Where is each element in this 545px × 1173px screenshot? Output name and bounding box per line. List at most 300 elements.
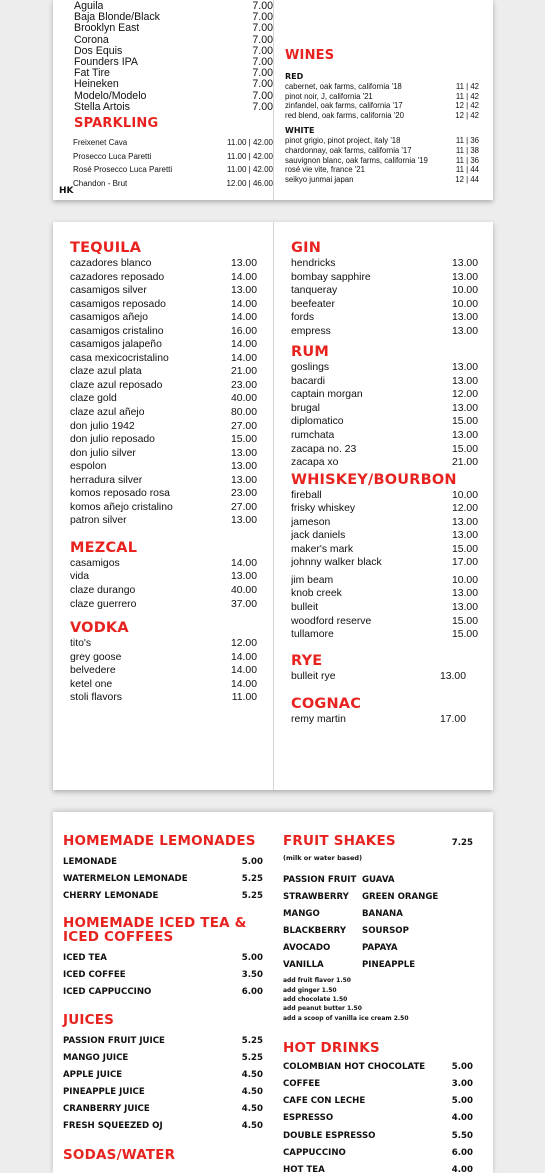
item-name: seikyo junmai japan: [285, 174, 354, 184]
item-name: casamigos añejo: [70, 312, 148, 324]
menu-item: [70, 637, 257, 651]
menu-item: [70, 433, 257, 447]
shake-flavor: BANANA: [362, 909, 403, 920]
menu-item: [291, 443, 478, 457]
menu-item: [70, 257, 257, 271]
item-name: bacardi: [291, 375, 326, 387]
item-name: claze azul reposado: [70, 379, 163, 391]
item-price: 17.00: [451, 557, 478, 569]
menu-item: [291, 713, 466, 727]
sodas-heading: SODAS/WATER: [63, 1147, 176, 1164]
item-price: 4.50: [241, 1086, 263, 1097]
item-name: ketel one: [70, 678, 113, 690]
menu-item: [283, 1145, 473, 1162]
item-name: PINEAPPLE JUICE: [63, 1086, 145, 1097]
shake-flavor: PINEAPPLE: [362, 960, 416, 971]
item-name: CAFE CON LECHE: [283, 1096, 366, 1107]
item-price: 13.00: [451, 375, 478, 387]
item-price: 15.00: [451, 629, 478, 641]
item-price: 12.00: [230, 638, 257, 650]
menu-item: [53, 177, 273, 191]
item-price: 4.50: [241, 1121, 263, 1132]
item-name: don julio silver: [70, 447, 136, 459]
menu-item: [53, 91, 273, 102]
item-name: frisky whiskey: [291, 503, 356, 515]
item-name: pinot grigio, pinot project, italy '18: [285, 136, 401, 146]
menu-page-beer-wine: [53, 0, 493, 200]
shake-flavor: PAPAYA: [362, 943, 398, 954]
gin-list: [291, 257, 478, 338]
item-price: 7.00: [252, 33, 273, 46]
menu-item: [70, 406, 257, 420]
menu-item: [285, 92, 479, 102]
shakes-header: [283, 834, 473, 852]
menu-item: [70, 284, 257, 298]
item-name: zacapa xo: [291, 457, 339, 469]
item-name: CHERRY LEMONADE: [63, 891, 159, 902]
menu-item: [291, 388, 478, 402]
menu-item: [291, 615, 478, 629]
tequila-list: [70, 257, 257, 528]
item-name: casamigos jalapeño: [70, 339, 162, 351]
item-price: 16.00: [230, 325, 257, 337]
sparkling-list: [53, 136, 273, 190]
item-price: 5.50: [451, 1130, 473, 1141]
item-price: 11 | 42: [455, 91, 479, 101]
item-price: 11 | 38: [455, 145, 479, 155]
item-price: 7.00: [252, 0, 273, 12]
item-name: Heineken: [74, 79, 119, 91]
icedtea-heading-line1: HOMEMADE ICED TEA &: [63, 915, 247, 932]
item-price: 13.00: [451, 271, 478, 283]
menu-item: [70, 460, 257, 474]
menu-item: [70, 298, 257, 312]
item-name: belvedere: [70, 665, 116, 677]
cognac-list: [291, 713, 478, 727]
item-price: 14.00: [230, 312, 257, 324]
menu-item: [53, 23, 273, 34]
item-price: 14.00: [230, 271, 257, 283]
item-price: 13.00: [230, 474, 257, 486]
menu-item: [285, 111, 479, 121]
menu-item: [63, 950, 263, 967]
item-name: Corona: [74, 34, 109, 46]
menu-item: [53, 102, 273, 113]
item-price: 40.00: [230, 393, 257, 405]
vodka-list: [70, 637, 257, 705]
item-name: tullamore: [291, 629, 334, 641]
wines-heading: WINES: [285, 48, 335, 63]
menu-item: [291, 601, 478, 615]
beer-sparkling-column: [53, 1, 273, 190]
item-price: 14.00: [230, 339, 257, 351]
item-price: 14.00: [230, 665, 257, 677]
menu-item: [291, 456, 478, 470]
shakes-price: 7.25: [451, 838, 473, 848]
item-price: 7.00: [252, 44, 273, 57]
item-name: claze gold: [70, 393, 117, 405]
item-name: johnny walker black: [291, 557, 382, 569]
item-price: 13.00: [230, 515, 257, 527]
item-price: 14.00: [230, 298, 257, 310]
item-price: 80.00: [230, 407, 257, 419]
item-name: casa mexicocristalino: [70, 352, 169, 364]
shake-flavor: PASSION FRUIT: [283, 875, 357, 886]
menu-item: [291, 402, 478, 416]
menu-item: [283, 1076, 473, 1093]
item-price: 14.00: [230, 557, 257, 569]
menu-item: [70, 420, 257, 434]
red-subheading: RED: [285, 72, 304, 81]
shakes-flavor-grid: [283, 872, 473, 974]
mezcal-heading: MEZCAL: [70, 539, 138, 556]
icedtea-list: [63, 950, 263, 1001]
item-name: rumchata: [291, 430, 335, 442]
item-price: 13.00: [230, 285, 257, 297]
menu-item: [283, 1059, 473, 1076]
item-price: 12.00: [451, 389, 478, 401]
shake-flavor: MANGO: [283, 909, 320, 920]
item-price: 37.00: [230, 598, 257, 610]
menu-item: [70, 678, 257, 692]
item-name: ICED COFFEE: [63, 970, 126, 981]
item-name: Prosecco Luca Paretti: [73, 151, 152, 161]
item-name: ESPRESSO: [283, 1113, 334, 1124]
item-name: Fat Tire: [74, 68, 110, 80]
item-price: 13.00: [451, 312, 478, 324]
menu-item: [70, 365, 257, 379]
item-name: sauvignon blanc, oak farms, california '19: [285, 155, 428, 165]
menu-item: [291, 670, 466, 684]
item-name: komos añejo cristalino: [70, 501, 173, 513]
item-price: 12.00: [451, 503, 478, 515]
vodka-heading: VODKA: [70, 620, 129, 637]
menu-item: [53, 46, 273, 57]
menu-item: [291, 556, 478, 570]
item-price: 5.00: [241, 953, 263, 964]
white-wine-list: [285, 136, 479, 184]
menu-item: [63, 1084, 263, 1101]
item-name: LEMONADE: [63, 857, 118, 867]
item-name: jameson: [291, 516, 331, 528]
shake-addon: add a scoop of vanilla ice cream 2.50: [283, 1014, 409, 1022]
white-subheading: WHITE: [285, 126, 315, 136]
item-price: 17.00: [439, 714, 466, 726]
menu-item: [291, 361, 478, 375]
item-price: 4.00: [451, 1113, 473, 1124]
item-name: vida: [70, 571, 90, 583]
item-name: remy martin: [291, 714, 346, 726]
menu-item: [291, 311, 478, 325]
column-divider: [273, 0, 274, 200]
menu-item: [53, 12, 273, 23]
drinks-right-column: [283, 834, 473, 1173]
item-name: APPLE JUICE: [63, 1069, 123, 1080]
menu-item: [70, 514, 257, 528]
item-name: goslings: [291, 362, 330, 374]
item-price: 27.00: [230, 501, 257, 513]
menu-item: [291, 502, 478, 516]
shakes-addons: [283, 976, 473, 1023]
menu-item: [70, 311, 257, 325]
item-name: maker's mark: [291, 543, 354, 555]
item-name: beefeater: [291, 298, 335, 310]
menu-item: [291, 284, 478, 298]
menu-item: [53, 136, 273, 150]
item-price: 7.00: [252, 78, 273, 91]
item-price: 3.00: [451, 1079, 473, 1090]
item-price: 13.00: [230, 258, 257, 269]
menu-item: [70, 338, 257, 352]
whiskey-list-b: [291, 574, 478, 642]
lemonades-heading: HOMEMADE LEMONADES: [63, 833, 256, 849]
item-name: captain morgan: [291, 389, 363, 401]
shake-flavor: GUAVA: [362, 875, 395, 886]
menu-page-non-alcoholic: [53, 812, 493, 1173]
item-price: 11 | 36: [455, 136, 479, 146]
item-price: 7.00: [252, 22, 273, 35]
menu-item: [70, 392, 257, 406]
item-name: Dos Equis: [74, 45, 123, 57]
item-name: Baja Blonde/Black: [74, 12, 160, 24]
menu-item: [70, 325, 257, 339]
menu-item: [291, 375, 478, 389]
item-name: Freixenet Cava: [73, 138, 128, 148]
item-price: 4.50: [241, 1103, 263, 1114]
item-name: COFFEE: [283, 1079, 321, 1090]
item-name: jim beam: [291, 574, 334, 586]
menu-item: [63, 1050, 263, 1067]
item-price: 11.00 | 42.00: [227, 151, 273, 161]
menu-item: [53, 79, 273, 90]
tequila-heading: TEQUILA: [70, 240, 142, 256]
menu-item: [291, 271, 478, 285]
menu-item: [63, 888, 263, 905]
item-name: brugal: [291, 402, 320, 414]
menu-item: [285, 165, 479, 175]
sparkling-heading: SPARKLING: [74, 116, 159, 132]
rum-heading: RUM: [291, 344, 329, 361]
menu-item: [291, 325, 478, 339]
menu-item: [53, 150, 273, 164]
menu-item: [70, 487, 257, 501]
item-price: 7.00: [252, 89, 273, 102]
item-price: 15.00: [451, 416, 478, 428]
shakes-note: (milk or water based): [283, 854, 363, 863]
item-price: 10.00: [451, 489, 478, 501]
menu-item: [70, 271, 257, 285]
item-name: casamigos silver: [70, 285, 147, 297]
menu-item: [291, 516, 478, 530]
menu-item: [283, 1110, 473, 1127]
lemonades-list: [63, 854, 263, 905]
item-price: 4.50: [241, 1069, 263, 1080]
menu-item: [63, 1067, 263, 1084]
menu-item: [291, 543, 478, 557]
menu-item: [291, 574, 478, 588]
spirits-left-column: [70, 239, 257, 705]
juices-list: [63, 1033, 263, 1136]
item-price: 13.00: [451, 516, 478, 528]
juices-heading: JUICES: [63, 1011, 115, 1028]
shake-flavor: STRAWBERRY: [283, 892, 349, 903]
menu-item: [53, 57, 273, 68]
menu-item: [291, 587, 478, 601]
item-name: claze azul añejo: [70, 407, 145, 419]
column-divider: [273, 222, 274, 790]
item-price: 12 | 42: [455, 101, 479, 111]
item-name: Modelo/Modelo: [74, 90, 147, 102]
menu-item: [53, 68, 273, 79]
menu-item: [285, 156, 479, 166]
item-price: 13.00: [451, 402, 478, 414]
item-price: 13.00: [451, 362, 478, 374]
item-name: HOT TEA: [283, 1164, 325, 1173]
mezcal-list: [70, 557, 257, 611]
menu-item: [63, 1101, 263, 1118]
item-price: 21.00: [230, 366, 257, 378]
item-name: claze durango: [70, 585, 136, 597]
item-price: 13.00: [451, 325, 478, 337]
cognac-heading: COGNAC: [291, 696, 362, 713]
menu-item: [70, 557, 257, 571]
hot-drinks-list: [283, 1059, 473, 1173]
shake-addon: add ginger 1.50: [283, 986, 337, 994]
menu-item: [285, 175, 479, 185]
beer-list: [53, 1, 273, 113]
item-price: 12 | 42: [455, 110, 479, 120]
item-name: Founders IPA: [74, 57, 138, 69]
menu-item: [291, 429, 478, 443]
menu-item: [291, 529, 478, 543]
item-name: cazadores blanco: [70, 258, 152, 269]
item-price: 13.00: [230, 447, 257, 459]
item-price: 7.00: [252, 67, 273, 80]
item-price: 15.00: [451, 443, 478, 455]
item-name: PASSION FRUIT JUICE: [63, 1035, 165, 1046]
item-price: 7.00: [252, 100, 273, 113]
drinks-left-column: [63, 834, 263, 1162]
item-name: rosé vie vite, france '21: [285, 165, 365, 175]
item-name: chardonnay, oak farms, california '17: [285, 145, 412, 155]
item-price: 11 | 44: [455, 165, 479, 175]
shakes-heading: FRUIT SHAKES: [283, 833, 396, 849]
hot-drinks-heading: HOT DRINKS: [283, 1040, 380, 1057]
item-name: ICED CAPPUCCINO: [63, 987, 152, 998]
item-name: don julio 1942: [70, 420, 135, 432]
gin-heading: GIN: [291, 240, 322, 256]
item-price: 15.00: [451, 615, 478, 627]
wines-column: [285, 48, 479, 184]
item-price: 4.00: [451, 1164, 473, 1173]
item-name: ICED TEA: [63, 953, 107, 964]
menu-item: [285, 146, 479, 156]
spirits-right-column: [291, 239, 478, 727]
item-name: knob creek: [291, 588, 342, 600]
item-price: 14.00: [230, 678, 257, 690]
item-price: 12.00 | 46.00: [226, 178, 273, 188]
menu-item: [70, 570, 257, 584]
item-price: 11.00 | 42.00: [227, 138, 273, 148]
menu-page-spirits: [53, 222, 493, 790]
item-name: Brooklyn East: [74, 23, 140, 35]
item-price: 14.00: [230, 352, 257, 364]
rye-list: [291, 670, 478, 684]
item-name: Chandon - Brut: [73, 178, 128, 188]
whiskey-heading: WHISKEY/BOURBON: [291, 471, 457, 488]
menu-item: [63, 854, 263, 871]
item-price: 11.00 | 42.00: [227, 165, 273, 175]
item-price: 23.00: [230, 488, 257, 500]
item-name: diplomatico: [291, 416, 344, 428]
item-name: FRESH SQUEEZED OJ: [63, 1121, 163, 1132]
item-name: zinfandel, oak farms, california '17: [285, 101, 403, 111]
item-price: 13.00: [230, 461, 257, 473]
menu-item: [63, 1118, 263, 1135]
item-price: 13.00: [451, 430, 478, 442]
menu-item: [53, 1, 273, 12]
item-name: MANGO JUICE: [63, 1052, 129, 1063]
menu-item: [70, 474, 257, 488]
item-name: tanqueray: [291, 285, 338, 297]
shake-flavor: GREEN ORANGE: [362, 892, 439, 903]
item-price: 5.25: [241, 1035, 263, 1046]
item-price: 5.25: [241, 891, 263, 902]
menu-item: [70, 352, 257, 366]
item-name: COLOMBIAN HOT CHOCOLATE: [283, 1062, 426, 1073]
item-name: bulleit rye: [291, 670, 336, 682]
menu-item: [285, 136, 479, 146]
item-name: herradura silver: [70, 474, 143, 486]
item-name: red blend, oak farms, california '20: [285, 110, 404, 120]
item-name: DOUBLE ESPRESSO: [283, 1130, 376, 1141]
item-price: 10.00: [451, 298, 478, 310]
item-price: 13.00: [451, 602, 478, 614]
item-name: zacapa no. 23: [291, 443, 357, 455]
item-name: pinot noir, J, california '21: [285, 91, 373, 101]
item-name: WATERMELON LEMONADE: [63, 874, 188, 885]
item-price: 3.50: [241, 970, 263, 981]
item-name: claze guerrero: [70, 598, 137, 610]
item-name: casamigos reposado: [70, 298, 166, 310]
item-name: cabernet, oak farms, california '18: [285, 82, 402, 91]
item-price: 15.00: [451, 543, 478, 555]
item-price: 5.25: [241, 1052, 263, 1063]
item-price: 15.00: [230, 434, 257, 446]
item-name: espolon: [70, 461, 107, 473]
item-price: 11 | 42: [455, 82, 479, 91]
item-name: don julio reposado: [70, 434, 155, 446]
item-name: Rosé Prosecco Luca Paretti: [73, 165, 173, 175]
menu-item: [53, 35, 273, 46]
item-price: 11 | 36: [455, 155, 479, 165]
shake-flavor: BLACKBERRY: [283, 926, 347, 937]
item-price: 5.00: [451, 1062, 473, 1073]
item-price: 40.00: [230, 585, 257, 597]
menu-item: [70, 598, 257, 612]
menu-item: [291, 298, 478, 312]
item-name: cazadores reposado: [70, 271, 165, 283]
menu-item: [70, 651, 257, 665]
rye-heading: RYE: [291, 652, 323, 669]
item-price: 7.00: [252, 56, 273, 69]
red-wine-list: [285, 82, 479, 120]
menu-item: [291, 415, 478, 429]
item-name: jack daniels: [291, 530, 346, 542]
item-name: CRANBERRY JUICE: [63, 1103, 150, 1114]
shake-flavor: AVOCADO: [283, 943, 331, 954]
item-price: 5.25: [241, 874, 263, 885]
